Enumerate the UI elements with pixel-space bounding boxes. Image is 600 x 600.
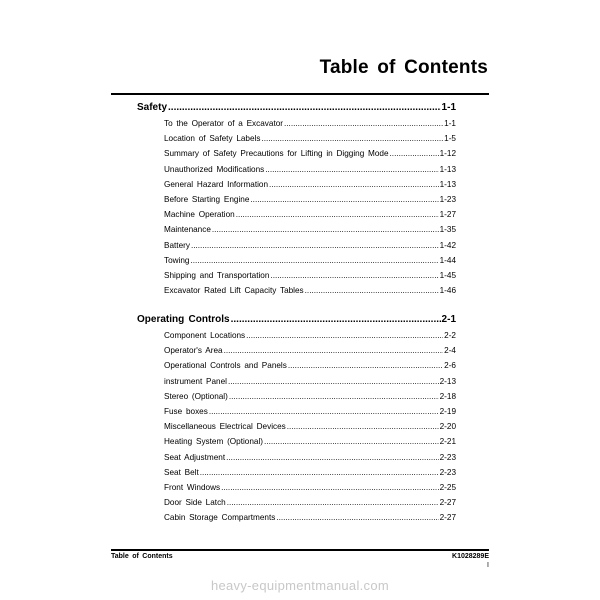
leader-dots <box>224 343 444 358</box>
leader-dots <box>191 253 439 268</box>
toc-heading-operating-controls[interactable] <box>137 312 456 327</box>
footer-page-number: I <box>487 562 489 569</box>
leader-dots <box>288 358 443 373</box>
toc-entry[interactable] <box>164 222 456 237</box>
toc-entry-label: Component Locations <box>164 331 246 340</box>
toc-entry-page: 1-23 <box>439 195 456 205</box>
toc-entry[interactable] <box>164 389 456 404</box>
toc-section-operating-controls <box>137 312 456 526</box>
leader-dots <box>246 328 443 343</box>
toc-entry-label: instrument Panel <box>164 376 227 386</box>
toc-entry[interactable] <box>164 343 456 358</box>
leader-dots <box>212 222 439 237</box>
toc-entry-page: 2-23 <box>439 452 456 462</box>
toc-entry-page: 1-13 <box>439 179 456 189</box>
leader-dots <box>200 465 439 480</box>
toc-entry[interactable] <box>164 510 456 525</box>
toc-entry-page: 1-42 <box>439 240 456 250</box>
toc-entry-page: 2-18 <box>439 391 456 401</box>
toc-entry-label: Battery <box>164 240 190 250</box>
footer-doc-code: K1028289E <box>452 553 489 560</box>
toc-heading-label: Safety <box>137 102 168 113</box>
toc-entry-label: Cabin Storage Compartments <box>164 513 276 523</box>
toc-entry-page: 1-35 <box>439 225 456 235</box>
toc-entry[interactable] <box>164 162 456 177</box>
leader-dots <box>264 434 439 449</box>
toc-entry-label: Towing <box>164 255 190 265</box>
toc-entry[interactable] <box>164 434 456 449</box>
leader-dots <box>191 238 439 253</box>
leader-dots <box>226 450 438 465</box>
toc-entry-page: 2-21 <box>439 437 456 447</box>
leader-dots <box>284 116 443 131</box>
toc-entry-label: Door Side Latch <box>164 498 226 508</box>
toc-entry[interactable] <box>164 480 456 495</box>
toc-entry[interactable] <box>164 495 456 510</box>
toc-entry-page: 1-1 <box>444 119 456 128</box>
toc-entry-label: General Hazard Information <box>164 179 269 189</box>
toc-entry[interactable] <box>164 268 456 283</box>
toc-entry-page: 1-27 <box>439 210 456 220</box>
toc-entry[interactable] <box>164 253 456 268</box>
toc-entry[interactable] <box>164 146 456 161</box>
toc-entry-page: 2-27 <box>439 498 456 508</box>
toc-entry-page: 2-2 <box>444 331 456 340</box>
leader-dots <box>287 419 439 434</box>
toc-entry-page: 2-19 <box>439 407 456 417</box>
page-title: Table of Contents <box>319 57 488 78</box>
toc-entry[interactable] <box>164 207 456 222</box>
leader-dots <box>209 404 439 419</box>
toc-entry[interactable] <box>164 283 456 298</box>
leader-dots <box>236 207 439 222</box>
toc-entry[interactable] <box>164 404 456 419</box>
toc-entry-label: Maintenance <box>164 225 211 235</box>
leader-dots <box>168 100 441 115</box>
toc-entry-label: Fuse boxes <box>164 407 208 417</box>
toc-entry[interactable] <box>164 419 456 434</box>
leader-dots <box>221 480 439 495</box>
toc-entry-page: 2-23 <box>439 467 456 477</box>
toc-heading-safety[interactable] <box>137 100 456 115</box>
toc-entry-page: 2-25 <box>439 483 456 493</box>
toc-entry-label: Unauthorized Modifications <box>164 164 265 174</box>
toc-entry[interactable] <box>164 374 456 389</box>
toc-entry-label: Before Starting Engine <box>164 195 250 205</box>
toc-entry-label: Summary of Safety Precautions for Lifting in Digging Mode <box>164 149 389 159</box>
toc-heading-page: 1-1 <box>441 102 456 113</box>
toc-entry-label: Miscellaneous Electrical Devices <box>164 422 286 432</box>
toc-entry[interactable] <box>164 450 456 465</box>
toc-entry[interactable] <box>164 131 456 146</box>
watermark: heavy-equipmentmanual.com <box>210 578 390 593</box>
toc-entry[interactable] <box>164 238 456 253</box>
toc-entry-label: Operator's Area <box>164 346 223 356</box>
leader-dots <box>305 283 439 298</box>
footer-meta <box>452 553 489 569</box>
toc-section-safety <box>137 100 456 298</box>
toc-entry-label: To the Operator of a Excavator <box>164 119 283 128</box>
toc-entry-page: 2-13 <box>439 376 456 386</box>
footer-title: Table of Contents <box>111 553 173 560</box>
toc-entry-page: 1-45 <box>439 271 456 281</box>
leader-dots <box>269 177 439 192</box>
toc-entry[interactable] <box>164 177 456 192</box>
toc-entry-page: 2-4 <box>444 346 456 356</box>
toc-entry-page: 1-12 <box>439 149 456 159</box>
leader-dots <box>250 192 438 207</box>
leader-dots <box>231 312 441 327</box>
toc-entry-label: Seat Adjustment <box>164 452 226 462</box>
toc-entry-page: 2-6 <box>444 361 456 371</box>
toc-entry[interactable] <box>164 192 456 207</box>
header-rule <box>111 93 489 95</box>
toc-entry-page: 1-13 <box>439 164 456 174</box>
footer-rule <box>111 549 489 551</box>
leader-dots <box>276 510 438 525</box>
toc-entry-page: 1-44 <box>439 255 456 265</box>
toc-entry-label: Stereo (Optional) <box>164 391 228 401</box>
toc-entry[interactable] <box>164 358 456 373</box>
toc-entry-label: Excavator Rated Lift Capacity Tables <box>164 286 304 296</box>
toc-entry-label: Operational Controls and Panels <box>164 361 287 371</box>
toc-entry[interactable] <box>164 465 456 480</box>
toc-entry-page: 2-20 <box>439 422 456 432</box>
toc-heading-label: Operating Controls <box>137 314 230 325</box>
toc-entry-page: 2-27 <box>439 513 456 523</box>
toc-entry-page: 1-5 <box>444 134 456 144</box>
leader-dots <box>227 495 439 510</box>
toc-entry[interactable] <box>164 116 456 131</box>
toc-entry-label: Location of Safety Labels <box>164 134 261 144</box>
toc-entry[interactable] <box>164 328 456 343</box>
leader-dots <box>261 131 443 146</box>
toc-entry-label: Machine Operation <box>164 210 235 220</box>
toc-entry-page: 1-46 <box>439 286 456 296</box>
toc-entry-label: Front Windows <box>164 483 221 493</box>
toc-entry-label: Heating System (Optional) <box>164 437 264 447</box>
leader-dots <box>270 268 438 283</box>
leader-dots <box>265 162 438 177</box>
leader-dots <box>229 389 439 404</box>
toc-entry-label: Seat Belt <box>164 467 199 477</box>
toc-entry-label: Shipping and Transportation <box>164 271 270 281</box>
leader-dots <box>390 146 439 161</box>
toc-heading-page: 2-1 <box>441 314 456 325</box>
leader-dots <box>228 374 439 389</box>
